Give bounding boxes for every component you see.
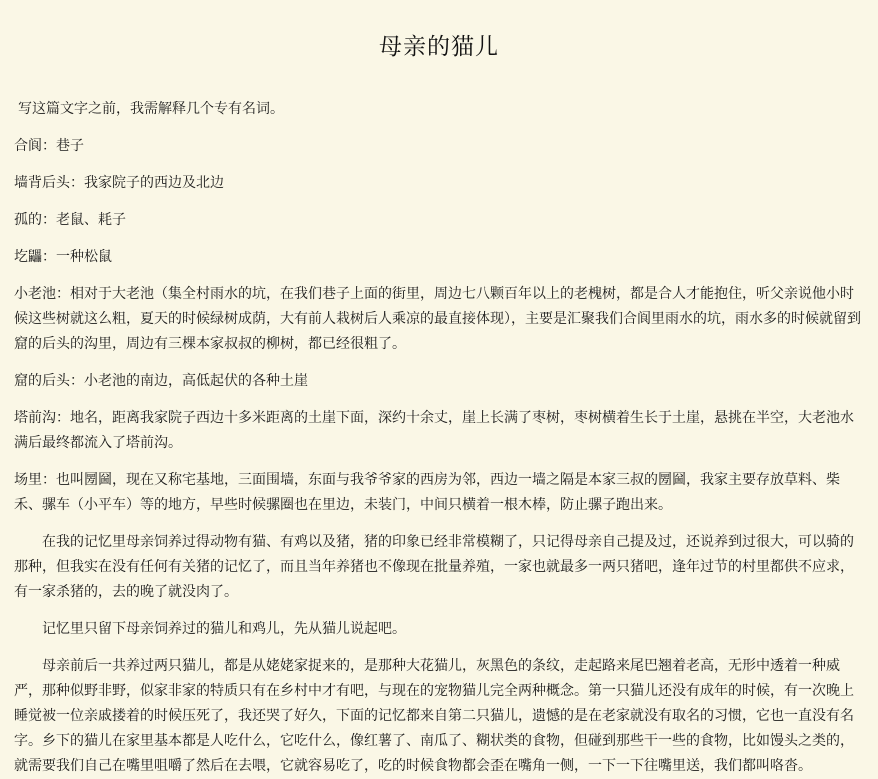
- body-paragraph: 母亲前后一共养过两只猫儿，都是从姥姥家捉来的，是那种大花猫儿，灰黑色的条纹，走起路来尾巴翘着老高，无形中透着一种威严，那种似野非野，似家非家的特质只有在乡村中才有吧，与现在的宠物猫儿完全两种概念。第一只猫儿还没有成年的时候，有一次晚上睡觉被一位亲戚搂着的时候压死了，我还哭了好久，下面的记忆都来自第二只猫儿，遗憾的是在老家就没有取名的习惯，它也一直没有名字。乡下的猫儿在家里基本都是人吃什么，它吃什么，像红薯了、南瓜了、糊状类的食物，但碰到那些干一些的食物，比如馒头之类的，就需要我们自己在嘴里咀嚼了然后在去喂，它就容易吃了，吃的时候食物都会歪在嘴角一侧，一下一下往嘴里送，我们都叫咯沓。: [14, 658, 854, 774]
- term-definition: 窟的后头：小老池的南边，高低起伏的各种土崖: [14, 373, 308, 389]
- term-definition: 小老池：相对于大老池（集全村雨水的坑，在我们巷子上面的街里，周边七八颗百年以上的老槐树，都是合人才能抱住，听父亲说他小时候这些树就这么粗，夏天的时候绿树成荫，大有前人栽树后人乘凉的最直接体现），主要是汇聚我们合阆里雨水的坑，雨水多的时候就留到窟的后头的沟里，周边有三棵本家叔叔的柳树，都已经很粗了。: [14, 286, 861, 352]
- body-paragraph: 记忆里只留下母亲饲养过的猫儿和鸡儿，先从猫儿说起吧。: [42, 621, 406, 637]
- intro-paragraph: 写这篇文字之前，我需解释几个专有名词。: [18, 101, 284, 117]
- term-definition: 合阆：巷子: [14, 138, 84, 154]
- term-definition: 墙背后头：我家院子的西边及北边: [14, 175, 224, 191]
- body-paragraph: 在我的记忆里母亲饲养过得动物有猫、有鸡以及猪，猪的印象已经非常模糊了，只记得母亲自己提及过，还说养到过很大，可以骑的那种，但我实在没有任何有关猪的记忆了，而且当年养猪也不像现在批量养殖，一家也就最多一两只猪吧，逢年过节的村里都供不应求，有一家杀猪的，去的晚了就没肉了。: [14, 534, 854, 600]
- article-title: 母亲的猫儿: [379, 34, 499, 60]
- term-definition: 场里：也叫圐圙，现在又称宅基地，三面围墙，东面与我爷爷家的西房为邻，西边一墙之隔是本家三叔的圐圙，我家主要存放草料、柴禾、骡车（小平车）等的地方，早些时候骡圈也在里边，未装门，中间只横着一根木棒，防止骡子跑出来。: [14, 472, 840, 513]
- term-definition: 塔前沟：地名，距离我家院子西边十多米距离的土崖下面，深约十余丈，崖上长满了枣树，枣树横着生长于土崖，悬挑在半空，大老池水满后最终都流入了塔前沟。: [14, 410, 854, 451]
- article-body: [14, 97, 864, 779]
- term-definition: 孤的：老鼠、耗子: [14, 212, 126, 228]
- term-definition: 圪鼺：一种松鼠: [14, 249, 112, 265]
